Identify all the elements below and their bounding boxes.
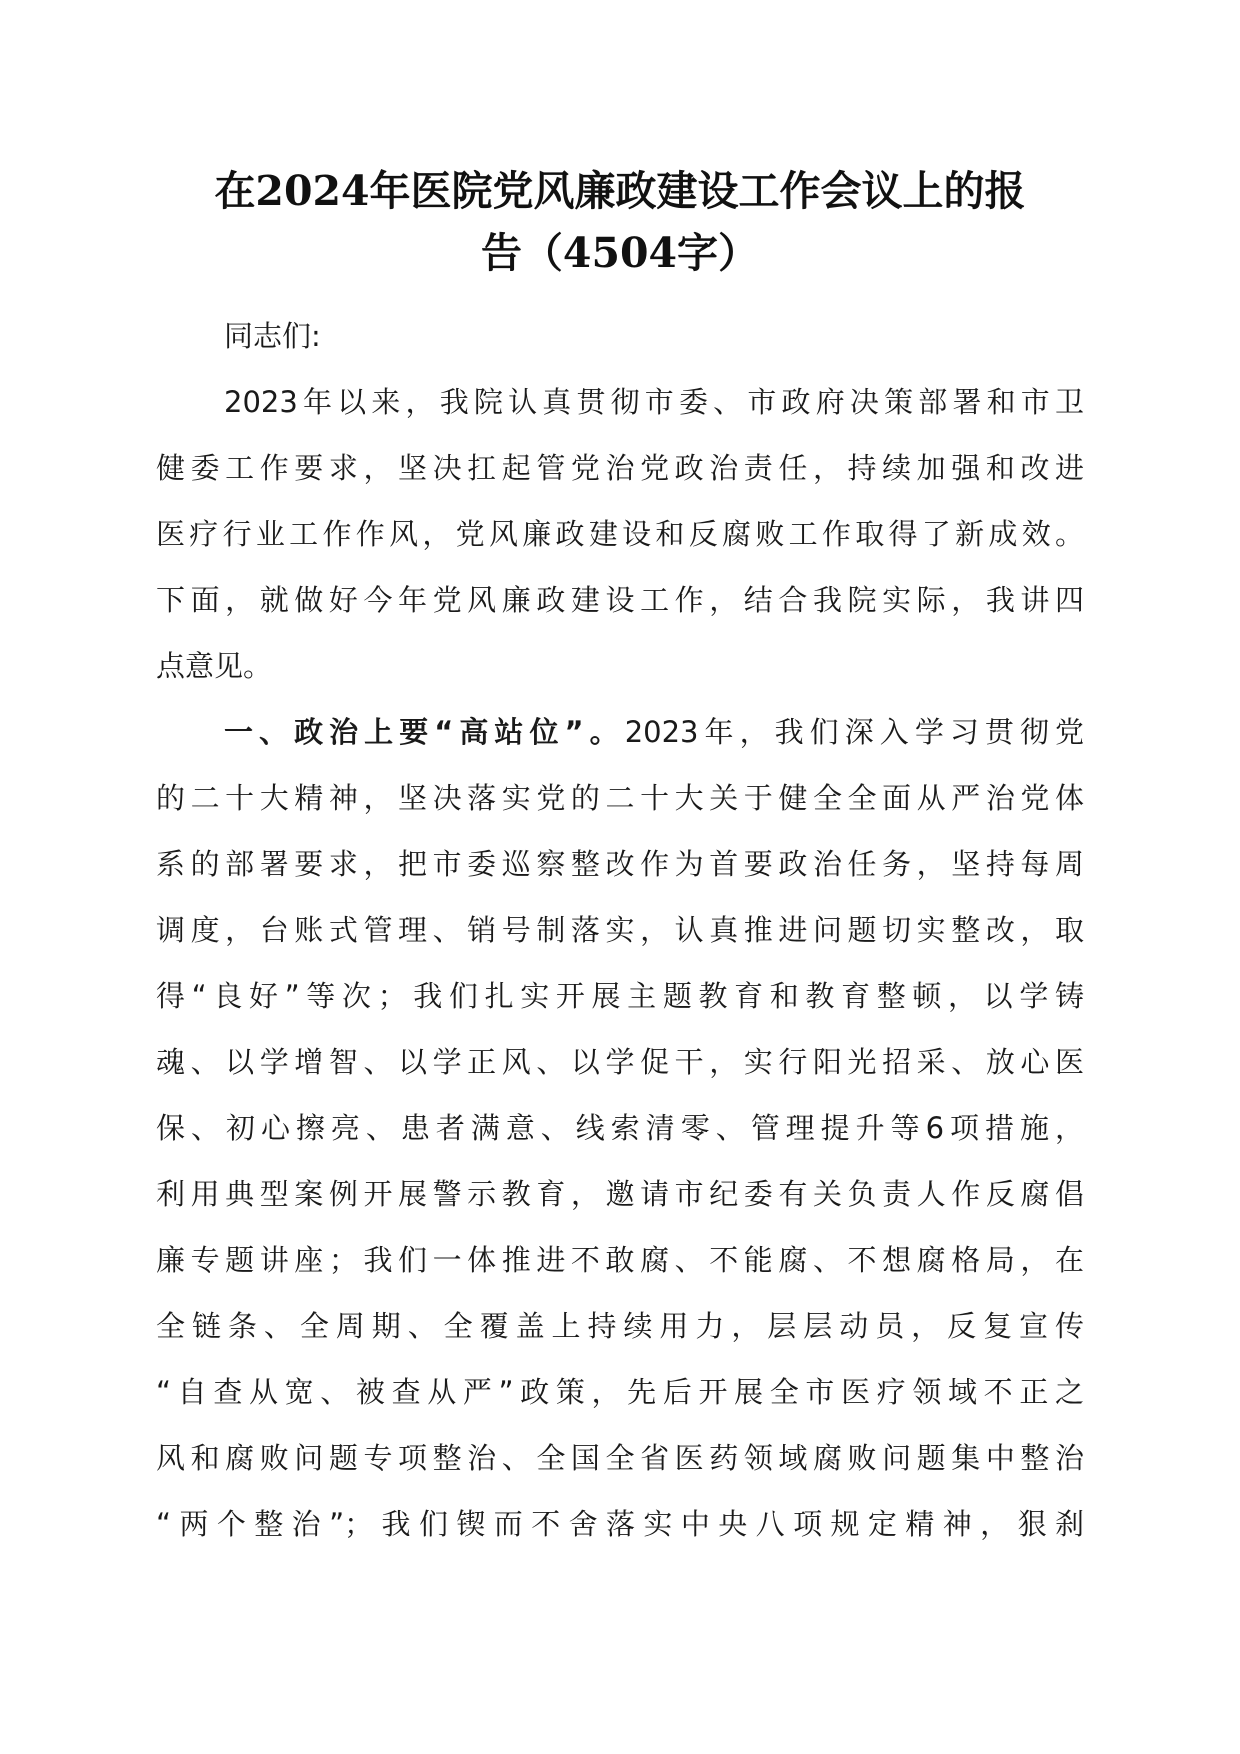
section-1-line: 得“良好”等次；我们扎实开展主题教育和教育整顿，以学铸 (156, 979, 1084, 1013)
section-1-first-line-text: 2023年，我们深入学习贯彻党 (624, 715, 1084, 749)
intro-line: 健委工作要求，坚决扛起管党治党政治责任，持续加强和改进 (156, 451, 1084, 485)
section-1-line: 保、初心擦亮、患者满意、线索清零、管理提升等6项措施， (156, 1111, 1084, 1145)
section-1-line: 廉专题讲座；我们一体推进不敢腐、不能腐、不想腐格局，在 (156, 1243, 1084, 1277)
section-1-line: 调度，台账式管理、销号制落实，认真推进问题切实整改，取 (156, 913, 1084, 947)
title-line-1: 在2024年医院党风廉政建设工作会议上的报 (214, 167, 1026, 215)
document-title (150, 160, 1090, 284)
title-line-2: 告（4504字） (480, 229, 760, 277)
intro-line: 医疗行业工作作风，党风廉政建设和反腐败工作取得了新成效。 (156, 517, 1084, 551)
section-1-line: 风和腐败问题专项整治、全国全省医药领域腐败问题集中整治 (156, 1441, 1084, 1475)
section-1-line: “两个整治”；我们锲而不舍落实中央八项规定精神，狠刹 (156, 1507, 1084, 1541)
section-1-line: “自查从宽、被查从严”政策，先后开展全市医疗领域不正之 (156, 1375, 1084, 1409)
section-1-heading: 一、政治上要“高站位”。 (224, 715, 625, 749)
intro-line: 2023年以来，我院认真贯彻市委、市政府决策部署和市卫 (224, 385, 1084, 419)
greeting: 同志们: (224, 319, 321, 353)
intro-line: 点意见。 (156, 649, 273, 683)
section-1-line: 全链条、全周期、全覆盖上持续用力，层层动员，反复宣传 (156, 1309, 1084, 1343)
section-1-line: 的二十大精神，坚决落实党的二十大关于健全全面从严治党体 (156, 781, 1084, 815)
section-1-line: 系的部署要求，把市委巡察整改作为首要政治任务，坚持每周 (156, 847, 1084, 881)
section-1-first-line (156, 699, 1084, 765)
document-body (156, 303, 1084, 1557)
section-1-line: 利用典型案例开展警示教育，邀请市纪委有关负责人作反腐倡 (156, 1177, 1084, 1211)
section-1-line: 魂、以学增智、以学正风、以学促干，实行阳光招采、放心医 (156, 1045, 1084, 1079)
intro-line: 下面，就做好今年党风廉政建设工作，结合我院实际，我讲四 (156, 583, 1084, 617)
